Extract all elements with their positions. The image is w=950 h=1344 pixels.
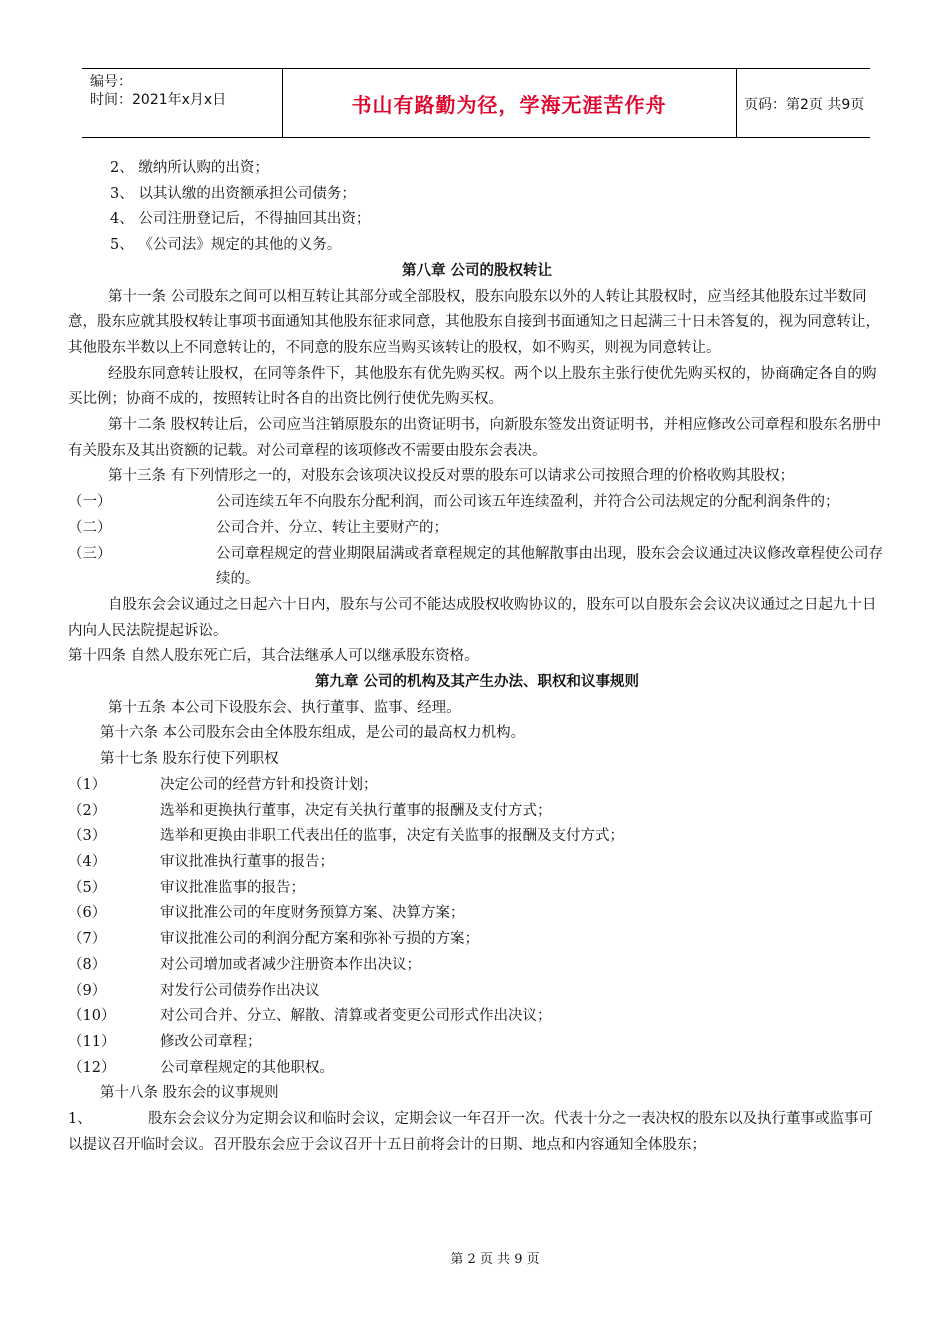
- item-text: 审议批准公司的利润分配方案和弥补亏损的方案；: [160, 931, 479, 948]
- item-text: 修改公司章程；: [160, 1033, 262, 1050]
- article-17-item: [68, 773, 886, 799]
- page-number-label: 页码：第2页 共9页: [744, 97, 865, 113]
- obligation-item: 5、 《公司法》规定的其他的义务。: [110, 237, 342, 254]
- article-17-item: [68, 901, 886, 927]
- item-label: （9）: [68, 982, 107, 999]
- item-label: （10）: [68, 1008, 116, 1025]
- item-text: 公司章程规定的其他职权。: [160, 1059, 334, 1076]
- obligation-item: 2、 缴纳所认购的出资；: [110, 160, 269, 176]
- page-footer: 第 2 页 共 9 页: [450, 1252, 540, 1267]
- item-text: 审议批准公司的年度财务预算方案、决算方案；: [160, 905, 465, 922]
- item-text: 对公司合并、分立、解散、清算或者变更公司形式作出决议；: [160, 1008, 552, 1025]
- article-17-item: [68, 850, 886, 876]
- item-text: 公司章程规定的营业期限届满或者章程规定的其他解散事由出现，股东会会议通过决议修改章程使公司存续的。: [216, 545, 883, 588]
- item-text: 选举和更换由非职工代表出任的监事，决定有关监事的报酬及支付方式；: [160, 828, 624, 845]
- item-text: 对公司增加或者减少注册资本作出决议；: [160, 956, 421, 973]
- item-text: 选举和更换执行董事，决定有关执行董事的报酬及支付方式；: [160, 802, 552, 819]
- article-17-item: [68, 1030, 886, 1056]
- article-13: 第十三条 有下列情形之一的，对股东会该项决议投反对票的股东可以请求公司按照合理的价格收购其股权；: [108, 468, 795, 485]
- item-label: （11）: [68, 1033, 116, 1050]
- chapter-9-title: 第九章 公司的机构及其产生办法、职权和议事规则: [314, 674, 640, 691]
- item-label: （1）: [68, 776, 107, 793]
- article-13-paragraph-2: 自股东会会议通过之日起六十日内，股东与公司不能达成股权收购协议的，股东可以自股东会会议决议通过之日起九十日内向人民法院提起诉讼。: [68, 596, 877, 639]
- item-label: （4）: [68, 853, 107, 870]
- article-17-item: [68, 1056, 886, 1082]
- item-label: （2）: [68, 802, 107, 819]
- article-17-item: [68, 979, 886, 1005]
- article-17-item: [68, 953, 886, 979]
- item-label: （7）: [68, 931, 107, 948]
- article-11-paragraph-2: 经股东同意转让股权，在同等条件下，其他股东有优先购买权。两个以上股东主张行使优先购买权的，协商确定各自的购买比例；协商不成的，按照转让时各自的出资比例行使优先购买权。: [68, 365, 877, 408]
- article-17-item: [68, 799, 886, 825]
- article-18-item-1: [68, 1107, 886, 1158]
- article-11: 第十一条 公司股东之间可以相互转让其部分或全部股权，股东向股东以外的人转让其股权时，应当经其他股东过半数同意，股东应就其股权转让事项书面通知其他股东征求同意，其他股东自接到书面通知之日起满三十日未答复的，视为同意转让，其他股东半数以上不同意转让的，不同意的股东应当购买该转让的股权，如不购买，则视为同意转让。: [68, 288, 880, 356]
- article-13-item: [68, 542, 886, 593]
- item-label: （三）: [68, 545, 112, 562]
- article-15: 第十五条 本公司下设股东会、执行董事、监事、经理。: [108, 699, 461, 716]
- item-text: 对发行公司债券作出决议: [160, 982, 320, 999]
- header-motto-cell: [282, 69, 737, 137]
- item-text: 股东会会议分为定期会议和临时会议，定期会议一年召开一次。代表十分之一表决权的股东以及执行董事或监事可以提议召开临时会议。召开股东会应于会议召开十五日前将会计的日期、地点和内容通知全体股东；: [68, 1111, 873, 1153]
- document-date-label: 时间：2021年x月x日: [90, 92, 227, 108]
- article-17-item: [68, 876, 886, 902]
- item-text: 审议批准监事的报告；: [160, 879, 305, 896]
- item-label: （二）: [68, 519, 112, 536]
- obligation-item: 4、 公司注册登记后，不得抽回其出资；: [110, 211, 371, 228]
- header-left-cell: [82, 69, 283, 137]
- header-page-cell: [736, 69, 870, 137]
- chapter-8-title: 第八章 公司的股权转让: [401, 262, 553, 279]
- article-13-item: [68, 490, 886, 516]
- item-text: 公司连续五年不向股东分配利润，而公司该五年连续盈利，并符合公司法规定的分配利润条件的；: [216, 494, 840, 511]
- page-header: [82, 68, 870, 138]
- article-16: 第十六条 本公司股东会由全体股东组成，是公司的最高权力机构。: [100, 725, 526, 742]
- article-17-item: [68, 1004, 886, 1030]
- item-text: 决定公司的经营方针和投资计划；: [160, 776, 378, 793]
- document-number-label: 编号：: [90, 74, 132, 90]
- item-label: （6）: [68, 905, 107, 922]
- article-18: 第十八条 股东会的议事规则: [100, 1085, 279, 1102]
- item-text: 审议批准执行董事的报告；: [160, 853, 334, 870]
- article-14: 第十四条 自然人股东死亡后，其合法继承人可以继承股东资格。: [68, 648, 479, 665]
- item-label: （3）: [68, 828, 107, 845]
- item-label: （8）: [68, 956, 107, 973]
- article-12: 第十二条 股权转让后，公司应当注销原股东的出资证明书，向新股东签发出资证明书，并相应修改公司章程和股东名册中有关股东及其出资额的记载。对公司章程的该项修改不需要由股东会表决。: [68, 417, 882, 459]
- article-17-item: [68, 824, 886, 850]
- article-17-item: [68, 927, 886, 953]
- item-label: 1、: [68, 1111, 92, 1128]
- item-label: （12）: [68, 1059, 116, 1076]
- item-label: （一）: [68, 494, 112, 511]
- item-text: 公司合并、分立、转让主要财产的；: [216, 519, 448, 536]
- obligation-item: 3、 以其认缴的出资额承担公司债务；: [110, 185, 356, 202]
- article-17: 第十七条 股东行使下列职权: [100, 751, 279, 768]
- article-13-item: [68, 516, 886, 542]
- item-label: （5）: [68, 879, 107, 896]
- document-body: [68, 156, 886, 1158]
- motto-text: 书山有路勤为径，学海无涯苦作舟: [351, 93, 667, 117]
